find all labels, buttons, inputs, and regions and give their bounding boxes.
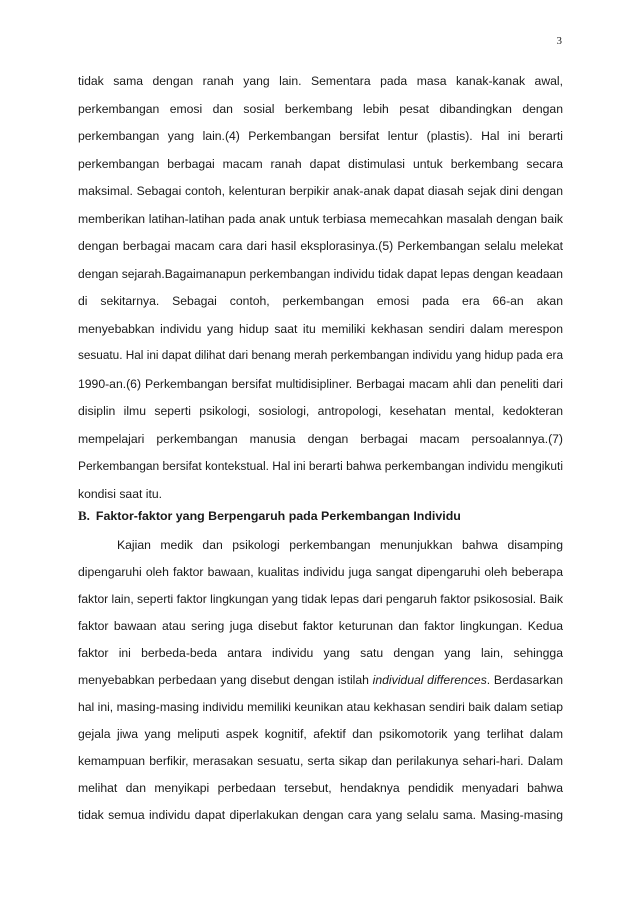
section-heading: [78, 509, 461, 523]
line-text: menyebabkan perbedaan yang disebut dengan istilah: [78, 673, 373, 687]
paragraph-line: melihat dan menyikapi perbedaan tersebut, hendaknya pendidik menyadari bahwa: [78, 781, 563, 795]
paragraph-line: 1990-an.(6) Perkembangan bersifat multidisipliner. Berbagai macam ahli dan peneliti dari: [78, 377, 563, 391]
paragraph-line: maksimal. Sebagai contoh, kelenturan berpikir anak-anak dapat diasah sejak dini dengan: [78, 184, 563, 198]
section-title: Faktor-faktor yang Berpengaruh pada Perkembangan Individu: [95, 509, 461, 523]
paragraph-line: Perkembangan bersifat kontekstual. Hal ini berarti bahwa perkembangan individu mengikuti: [78, 459, 564, 473]
paragraph-line: perkembangan yang lain.(4) Perkembangan bersifat lentur (plastis). Hal ini berarti: [78, 129, 563, 143]
paragraph-line: memberikan latihan-latihan pada anak untuk terbiasa memecahkan masalah dengan baik: [78, 212, 563, 226]
line-text: . Berdasarkan: [486, 673, 563, 687]
section-letter: B.: [78, 508, 90, 523]
paragraph-line: kondisi saat itu.: [78, 487, 163, 501]
paragraph-line: disiplin ilmu seperti psikologi, sosiologi, antropologi, kesehatan mental, kedokteran: [78, 404, 563, 418]
paragraph-line: perkembangan emosi dan sosial berkembang lebih pesat dibandingkan dengan: [78, 102, 563, 116]
paragraph-line: tidak semua individu dapat diperlakukan dengan cara yang selalu sama. Masing-masing: [78, 808, 563, 822]
paragraph-line: faktor ini berbeda-beda antara individu yang satu dengan yang lain, sehingga: [78, 646, 563, 660]
paragraph-line: hal ini, masing-masing individu memiliki keunikan atau kekhasan sendiri baik dalam setiap: [78, 700, 563, 714]
paragraph-line: dipengaruhi oleh faktor bawaan, kualitas individu juga sangat dipengaruhi oleh beberapa: [78, 565, 563, 579]
paragraph-line: Kajian medik dan psikologi perkembangan menunjukkan bahwa disamping: [117, 538, 563, 552]
paragraph-line: dengan berbagai macam cara dari hasil eksplorasinya.(5) Perkembangan selalu melekat: [78, 239, 563, 253]
page-number: 3: [556, 35, 562, 47]
paragraph-line: gejala jiwa yang meliputi aspek kognitif, afektif dan psikomotorik yang terlihat dalam: [78, 727, 563, 741]
paragraph-line: di sekitarnya. Sebagai contoh, perkembangan emosi pada era 66-an akan: [78, 294, 563, 308]
paragraph-line: dengan sejarah.Bagaimanapun perkembangan individu tidak dapat lepas dengan keadaan: [78, 267, 563, 281]
paragraph-line: mempelajari perkembangan manusia dengan berbagai macam persoalannya.(7): [78, 432, 563, 446]
paragraph-line: perkembangan berbagai macam ranah dapat distimulasi untuk berkembang secara: [78, 157, 563, 171]
paragraph-line: kemampuan berfikir, merasakan sesuatu, serta sikap dan perilakunya sehari-hari. Dalam: [78, 754, 563, 768]
paragraph-line: faktor bawaan atau sering juga disebut faktor keturunan dan faktor lingkungan. Kedua: [78, 619, 563, 633]
paragraph-line: tidak sama dengan ranah yang lain. Sementara pada masa kanak-kanak awal,: [78, 74, 563, 88]
italic-term: individual differences: [372, 673, 487, 687]
paragraph-line: faktor lain, seperti faktor lingkungan yang tidak lepas dari pengaruh faktor psikososial. Baik: [78, 592, 563, 606]
paragraph-line: sesuatu. Hal ini dapat dilihat dari benang merah perkembangan individu yang hidup pada era: [78, 349, 563, 362]
paragraph-line: menyebabkan individu yang hidup saat itu memiliki kekhasan sendiri dalam merespon: [78, 322, 563, 336]
paragraph-line-with-italic: [78, 673, 563, 687]
